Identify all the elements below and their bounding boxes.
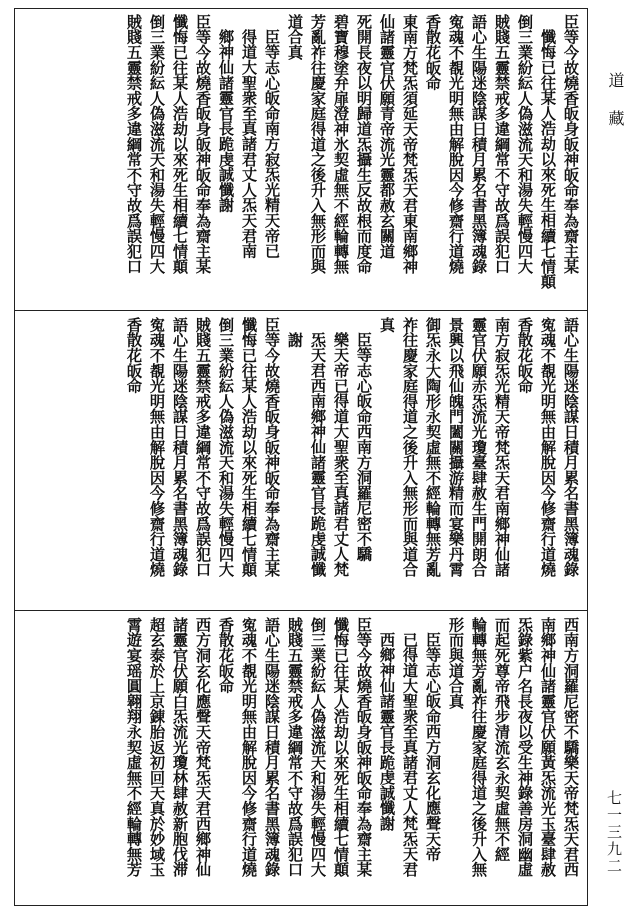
text-column: 懺悔已往某人浩劫以來死生相續七情顛	[171, 14, 189, 275]
text-column: 賊賤五靈禁戒多違綱常不守故爲誤犯口	[286, 617, 304, 878]
text-column: 語心生陽迷陰謀日積月累名書黑簿魂錄	[263, 617, 281, 878]
text-column: 賊賤五靈禁戒多違綱常不守故爲誤犯口	[125, 14, 143, 275]
text-column: 御炁永大陶形永契虛無不經輪轉無芳亂	[424, 317, 442, 578]
text-column: 西鄉神仙諸靈官長跪虔誠懺謝	[378, 632, 396, 831]
text-column: 臣等志心皈命南方寂炁光精天帝已	[263, 29, 281, 259]
text-column: 寃魂不覩光明無由解脫因今修齋行道燒	[539, 317, 557, 578]
text-column: 臣等志心皈命西南方洞羅尼密不驕	[355, 332, 373, 562]
text-panel-middle	[14, 310, 588, 610]
text-column: 寃魂不覩光明無由解脫因今修齋行道燒	[148, 317, 166, 578]
text-column: 西方洞玄化應聲天帝梵炁天君西鄉神仙	[194, 617, 212, 878]
text-column: 而起死尊帝飛步清流玄永契虛無不經	[493, 617, 511, 862]
text-column: 超玄泰於上京錬胎返初回天真於妙域玉	[148, 617, 166, 878]
text-column: 香散花皈命	[125, 317, 143, 394]
text-column: 謝	[286, 332, 304, 348]
text-column: 炁錄紫户名長夜以受生神錄善房洞幽虛	[516, 617, 534, 878]
text-column: 南鄉神仙諸靈官伏願黃炁流光玉臺肆赦	[539, 617, 557, 878]
text-column: 懺悔已往某人浩劫以來死生相續七情顛	[332, 617, 350, 878]
text-column: 香散花皈命	[424, 14, 442, 91]
text-column: 炁天君西南鄉神仙諸靈官長跪虔誠懺	[309, 332, 327, 577]
text-column: 祚往慶家庭得道之後升入無形而與道合	[401, 317, 419, 578]
text-column: 靈官伏願赤炁流光瓊臺肆赦生門開朗合	[470, 317, 488, 578]
text-column: 霄遊宴瑶圓翱翔永契虛無不經輪轉無芳	[125, 617, 143, 878]
text-column: 語心生陽迷陰謀日積月累名書黑簿魂錄	[470, 14, 488, 275]
text-panel-bottom	[14, 610, 588, 906]
text-column: 鄉神仙諸靈官長跪虔誠懺謝	[217, 29, 235, 213]
text-panel-top	[14, 8, 588, 310]
text-column: 東南方梵炁須延天帝梵炁天君東南鄉神	[401, 14, 419, 275]
text-column: 寃魂不覩光明無由解脫因今修齋行道燒	[447, 14, 465, 275]
column-group	[20, 317, 582, 604]
text-column: 景興以飛仙魄門闔關攝游精而宴樂丹霄	[447, 317, 465, 578]
text-column: 語心生陽迷陰謀日積月累名書黑簿魂錄	[562, 317, 580, 578]
text-column: 芳亂祚往慶家庭得道之後升入無形而與	[309, 14, 327, 275]
text-column: 香散花皈命	[516, 317, 534, 394]
text-column: 臣等志心皈命西方洞玄化應聲天帝	[424, 632, 442, 862]
text-column: 語心生陽迷陰謀日積月累名書黑簿魂錄	[171, 317, 189, 578]
text-column: 碧寶穆塗弁扉澄神氷契虛無不經輪轉無	[332, 14, 350, 275]
text-column: 懺悔已往某人浩劫以來死生相續七情顛	[539, 29, 557, 290]
text-column: 樂天帝已得道大聖衆至真諸君丈人梵	[332, 332, 350, 577]
text-column: 臣等今故燒香皈身皈神皈命奉為齋主某	[194, 14, 212, 275]
collection-title: 道藏	[606, 72, 625, 148]
text-column: 諸靈官伏願白炁流光瓊林肆赦新胞伐滞	[171, 617, 189, 878]
column-group	[20, 617, 582, 900]
text-column: 賊賤五靈禁戒多違綱常不守故爲誤犯口	[194, 317, 212, 578]
text-column: 倒三業紛紜人偽滋流天和湯失輕慢四大	[516, 14, 534, 275]
text-column: 仙諸靈官伏願青帝流光靈都赦玄關道	[378, 14, 396, 259]
column-group	[20, 14, 582, 304]
text-column: 輪轉無芳亂祚往慶家庭得道之後升入無	[470, 617, 488, 878]
text-column: 香散花皈命	[217, 617, 235, 694]
text-column: 真	[378, 317, 396, 333]
text-column: 形而與道合真	[447, 617, 465, 709]
text-column: 道合真	[286, 14, 304, 60]
text-column: 臣等今故燒香皈身皈神皈命奉為齋主某	[562, 14, 580, 275]
text-column: 臣等今故燒香皈身皈神皈命奉為齋主某	[355, 617, 373, 878]
text-column: 寃魂不覩光明無由解脫因今修齋行道燒	[240, 617, 258, 878]
text-column: 懺悔已往某人浩劫以來死生相續七情顛	[240, 317, 258, 578]
text-column: 臣等今故燒香皈身皈神皈命奉為齋主某	[263, 317, 281, 578]
text-column: 已得道大聖衆至真諸君丈人梵炁天君	[401, 632, 419, 877]
text-column: 倒三業紛紜人偽滋流天和湯失輕慢四大	[148, 14, 166, 275]
page-number: 七一三九二	[605, 790, 623, 875]
text-column: 西南方洞羅尼密不驕樂天帝梵炁天君西	[562, 617, 580, 878]
text-column: 南方寂炁光精天帝梵炁天君南鄉神仙諸	[493, 317, 511, 578]
text-column: 得道大聖衆至真諸君丈人炁天君南	[240, 29, 258, 259]
text-column: 倒三業紛紜人偽滋流天和湯失輕慢四大	[309, 617, 327, 878]
text-column: 倒三業紛紜人偽滋流天和湯失輕慢四大	[217, 317, 235, 578]
text-column: 死開長夜以明歸道炁攝生反故根而度命	[355, 14, 373, 275]
text-column: 賊賤五靈禁戒多違綱常不守故爲誤犯口	[493, 14, 511, 275]
